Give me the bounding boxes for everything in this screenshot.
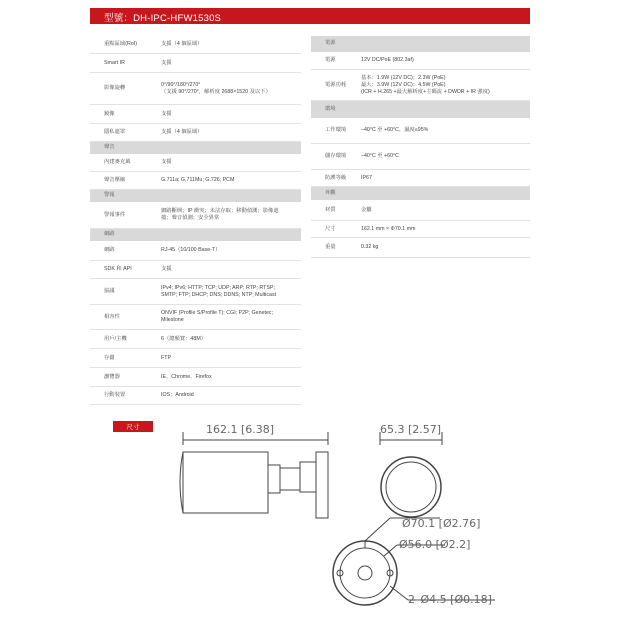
spec-value-line: 12V DC/PoE (802.3af) <box>361 57 414 63</box>
spec-label: 尺寸 <box>325 225 336 232</box>
camera-neck <box>300 462 316 492</box>
section-title: 網路 <box>104 231 115 237</box>
spec-value-line: 網路斷開；IP 衝突；未法存取；移動偵測；影像遮 <box>161 208 279 214</box>
spec-label: 儲存環境 <box>325 153 347 159</box>
spec-label: 影像旋轉 <box>104 85 126 91</box>
spec-value-line: 0.32 kg <box>361 244 379 250</box>
camera-mount-plate <box>316 452 328 518</box>
spec-value-line: 擋；聲音偵測；安全異常 <box>161 215 220 221</box>
spec-value-line: 支援（4 個區域） <box>161 41 203 47</box>
spec-value-line: 162.1 mm × Φ70.1 mm <box>361 225 416 232</box>
spec-value-line: 基本：1.9W (12V DC)；2.3W (PoE) <box>361 74 446 81</box>
spec-label: 電源功耗 <box>325 81 347 88</box>
camera-arm <box>280 468 300 490</box>
spec-value-line: 支援 <box>161 159 172 165</box>
section-title: 環境 <box>325 105 336 112</box>
leader-holes <box>390 586 408 600</box>
spec-label: 材質 <box>325 206 336 213</box>
spec-value-line: IP67 <box>361 174 372 181</box>
spec-label: 內建麥克風 <box>104 159 131 165</box>
hole-diameter-label: 2–Ø4.5 [Ø0.18] <box>408 593 492 606</box>
spec-value-line: (ICR + H.265 +最大解析度+主碼流 + DWDR + IR 強度) <box>361 88 490 95</box>
spec-value-line: 最大：3.9W (12V DC)；4.5W (PoE) <box>361 81 446 88</box>
section-title: 聲音 <box>104 144 115 150</box>
section-title: 外觀 <box>325 189 336 196</box>
spec-label: 相容性 <box>104 313 120 320</box>
spec-label: 電源 <box>325 57 336 63</box>
spec-value-line: ONVIF (Profile S/Profile T); CGI; P2P; Genetec; <box>161 310 274 316</box>
spec-value-line: –40°C 至 +60°C，濕度≤95% <box>361 127 429 133</box>
section-title: 警報 <box>104 192 115 198</box>
spec-value-line: 0°/90°/180°/270° <box>161 81 201 88</box>
spec-value-line: G.711a; G.711Mu; G.726; PCM <box>161 177 235 183</box>
spec-value-line: 支援 <box>161 110 172 117</box>
spec-value-line: 支援 <box>161 59 172 66</box>
spec-label: 行動裝置 <box>104 392 126 398</box>
spec-label: 鏡像 <box>104 110 115 117</box>
spec-value-line: 支援（4 個區域） <box>161 129 203 135</box>
diameter-inner-label: Ø56.0 [Ø2.2] <box>399 538 471 551</box>
spec-value-line: IE、Chrome、Firefox <box>161 373 212 380</box>
front-outer-circle <box>381 457 441 517</box>
front-inner-circle <box>386 462 436 512</box>
camera-joint <box>268 465 280 493</box>
spec-label: 聲音壓縮 <box>104 177 126 183</box>
camera-body <box>183 452 268 513</box>
spec-label: 重點區域(RoI) <box>104 41 137 47</box>
spec-label: 瀏覽器 <box>104 373 120 380</box>
spec-label: 重量 <box>325 244 336 250</box>
model-title: 型號：DH-IPC-HFW1530S <box>104 13 222 24</box>
spec-value-line: Milestone <box>161 317 184 323</box>
spec-label: 存儲 <box>104 354 115 361</box>
spec-label: 網路 <box>104 247 115 253</box>
spec-label: 用戶/主機 <box>104 335 127 342</box>
spec-value-line: RJ-45（10/100 Base-T） <box>161 247 221 253</box>
height-dim-label: 65.3 [2.57] <box>380 423 442 436</box>
spec-value-line: IOS；Android <box>161 392 194 398</box>
base-inner-circle <box>340 548 390 598</box>
spec-value-line: SMTP; FTP; DHCP; DNS; DDNS; NTP; Multicast <box>161 291 277 298</box>
diameter-outer-label: Ø70.1 [Ø2.76] <box>402 517 481 530</box>
section-title: 電源 <box>325 40 336 46</box>
spec-value-line: （支援 90°/270°，解析度 2688×1520 及以下） <box>161 88 271 95</box>
dimensions-badge-label: 尺寸 <box>126 424 140 431</box>
spec-label: Smart IR <box>104 59 125 66</box>
spec-label: 防護等級 <box>325 174 347 181</box>
spec-label: 隱私遮罩 <box>104 129 126 135</box>
spec-label: 警報事件 <box>104 211 126 218</box>
spec-value-line: IPv4; IPv6; HTTP; TCP; UDP; ARP; RTP; RTSP; <box>161 284 275 291</box>
base-center-circle <box>358 566 372 580</box>
spec-label: 工作環境 <box>325 127 347 133</box>
length-dim-label: 162.1 [6.38] <box>206 423 275 436</box>
spec-value-line: FTP <box>161 354 172 361</box>
spec-label: 協議 <box>104 288 115 294</box>
spec-label: SDK 和 API <box>104 266 132 272</box>
spec-value-line: –40°C 至 +60°C <box>361 153 399 159</box>
spec-value-line: 金屬 <box>361 206 372 213</box>
spec-value-line: 6（總頻寬：48M） <box>161 335 207 342</box>
spec-value-line: 支援 <box>161 266 172 272</box>
